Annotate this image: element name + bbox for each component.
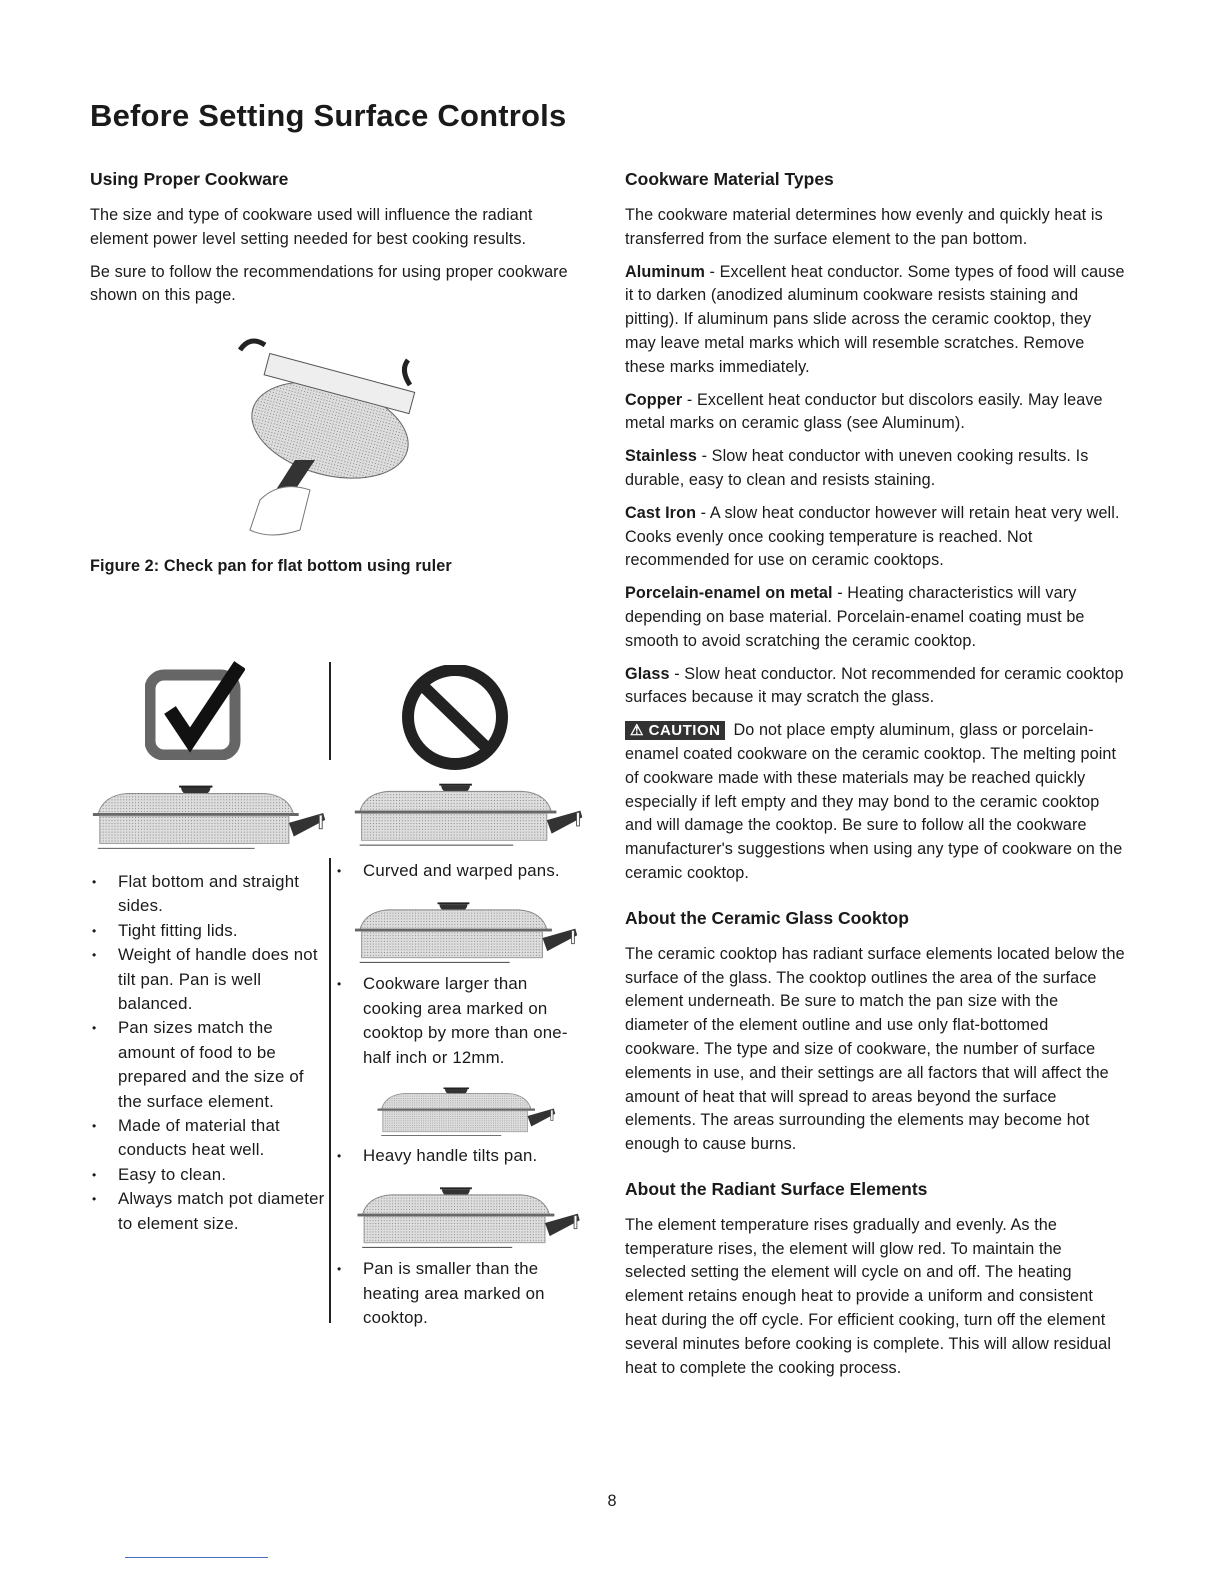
checkmark-icon — [145, 660, 245, 760]
material-text: - Excellent heat conductor. Some types of food will cause it to darken (anodized aluminum cookware resists staining and pitting). If aluminum pans slide across the ceramic cooktop, they may leave metal marks which will resemble scratches. Remove these marks immediately. — [625, 262, 1125, 376]
material-copper — [625, 389, 1125, 437]
material-stainless — [625, 445, 1125, 493]
paragraph: Be sure to follow the recommendations for using proper cookware shown on this page. — [90, 262, 568, 305]
left-intro — [90, 168, 580, 317]
right-column — [625, 168, 1125, 1389]
section-heading-material-types: Cookware Material Types — [625, 169, 834, 189]
paragraph: The element temperature rises gradually and evenly. As the temperature rises, the element will glow red. To maintain the selected setting the element will cycle on and off. The heating element retains enough heat to provide a uniform and consistent heat during the off cycle. For efficient cooking, turn off the element several minutes before cooking is complete. This will allow residual heat to complete the cooking process. — [625, 1215, 1112, 1377]
list-item: • Cookware larger than cooking area marked on cooktop by more than one-half inch or 12mm. — [335, 972, 590, 1070]
divider — [329, 858, 331, 1323]
list-item: • Weight of handle does not tilt pan. Pan is well balanced. — [90, 943, 325, 1016]
bad-cookware-list — [335, 1257, 590, 1330]
material-text: - Slow heat conductor with uneven cooking results. Is durable, easy to clean and resists staining. — [625, 447, 1089, 489]
list-item: • Pan sizes match the amount of food to be prepared and the size of the surface element. — [90, 1016, 325, 1114]
material-porcelain — [625, 582, 1125, 653]
list-item: • Always match pot diameter to element size. — [90, 1187, 325, 1236]
material-cast-iron — [625, 502, 1125, 573]
material-name: Stainless — [625, 447, 697, 466]
divider — [329, 662, 331, 760]
good-cookware-list — [90, 870, 325, 1236]
caution-badge: ⚠ CAUTION — [625, 721, 725, 740]
paragraph: The size and type of cookware used will influence the radiant element power level setting needed for best cooking results. — [90, 206, 533, 248]
material-text: - Heating characteristics will vary depending on base material. Porcelain-enamel coating must be smooth to avoid scratching the ceramic cooktop. — [625, 584, 1085, 650]
paragraph: The cookware material determines how evenly and quickly heat is transferred from the surface element to the pan bottom. — [625, 206, 1103, 248]
large-pan-illustration — [350, 893, 585, 968]
paragraph: The ceramic cooktop has radiant surface elements located below the surface of the glass. The cooktop outlines the area of the surface element underneath. Be sure to match the pan size with the diameter of the element outline and use only flat-bottomed cookware. The type and size of cookware, the number of surface elements in use, and their settings are all factors that will affect the amount of heat that will spread to areas beyond the surface elements. The areas surrounding the elements may become hot enough to cause burns. — [625, 944, 1125, 1154]
material-name: Glass — [625, 664, 670, 683]
list-item: • Curved and warped pans. — [335, 859, 590, 883]
page-number: 8 — [607, 1492, 617, 1510]
footer-rule — [125, 1557, 268, 1558]
flat-pan-illustration — [88, 770, 333, 860]
warped-pan-illustration — [350, 770, 590, 855]
list-item: • Tight fitting lids. — [90, 919, 325, 943]
list-item: • Easy to clean. — [90, 1163, 325, 1187]
prohibited-icon — [400, 665, 510, 775]
material-text: - Excellent heat conductor but discolors easily. May leave metal marks on ceramic glass (see Aluminum). — [625, 390, 1103, 433]
list-item: • Made of material that conducts heat well. — [90, 1114, 325, 1163]
small-pan-illustration — [350, 1178, 590, 1253]
material-text: - A slow heat conductor however will retain heat very well. Cooks evenly once cooking temperature is reached. Not recommended for use on ceramic cooktops. — [625, 503, 1120, 570]
section-heading-ceramic-glass: About the Ceramic Glass Cooktop — [625, 907, 909, 928]
bad-cookware-list — [335, 1144, 590, 1168]
material-name: Copper — [625, 390, 683, 409]
figure-caption: Figure 2: Check pan for flat bottom using ruler — [90, 557, 452, 575]
list-item: • Heavy handle tilts pan. — [335, 1144, 590, 1168]
bad-cookware-column — [335, 770, 590, 1341]
section-heading-proper-cookware: Using Proper Cookware — [90, 169, 289, 189]
list-item: • Flat bottom and straight sides. — [90, 870, 325, 919]
list-item: • Pan is smaller than the heating area marked on cooktop. — [335, 1257, 590, 1330]
material-name: Cast Iron — [625, 503, 697, 522]
bad-cookware-list — [335, 859, 590, 883]
material-glass — [625, 663, 1125, 711]
material-text: - Slow heat conductor. Not recommended for ceramic cooktop surfaces because it may scratch the glass. — [625, 664, 1124, 707]
caution-paragraph — [625, 719, 1125, 886]
heavy-handle-pan-illustration — [350, 1080, 585, 1140]
section-heading-radiant-elements: About the Radiant Surface Elements — [625, 1178, 928, 1199]
page-title: Before Setting Surface Controls — [90, 98, 567, 133]
material-aluminum — [625, 261, 1125, 380]
caution-text: Do not place empty aluminum, glass or porcelain-enamel coated cookware on the ceramic cooktop. The melting point of cookware made with these materials may be reached quickly especially if left empty and they may bond to the ceramic cooktop and will damage the cooktop. Be sure to follow all the cookware manufacturer's suggestions when using any type of cookware on the ceramic cooktop. — [625, 721, 1123, 882]
bad-cookware-list — [335, 972, 590, 1070]
material-name: Aluminum — [625, 262, 705, 281]
ruler-check-illustration — [220, 330, 440, 550]
material-name: Porcelain-enamel on metal — [625, 584, 833, 603]
